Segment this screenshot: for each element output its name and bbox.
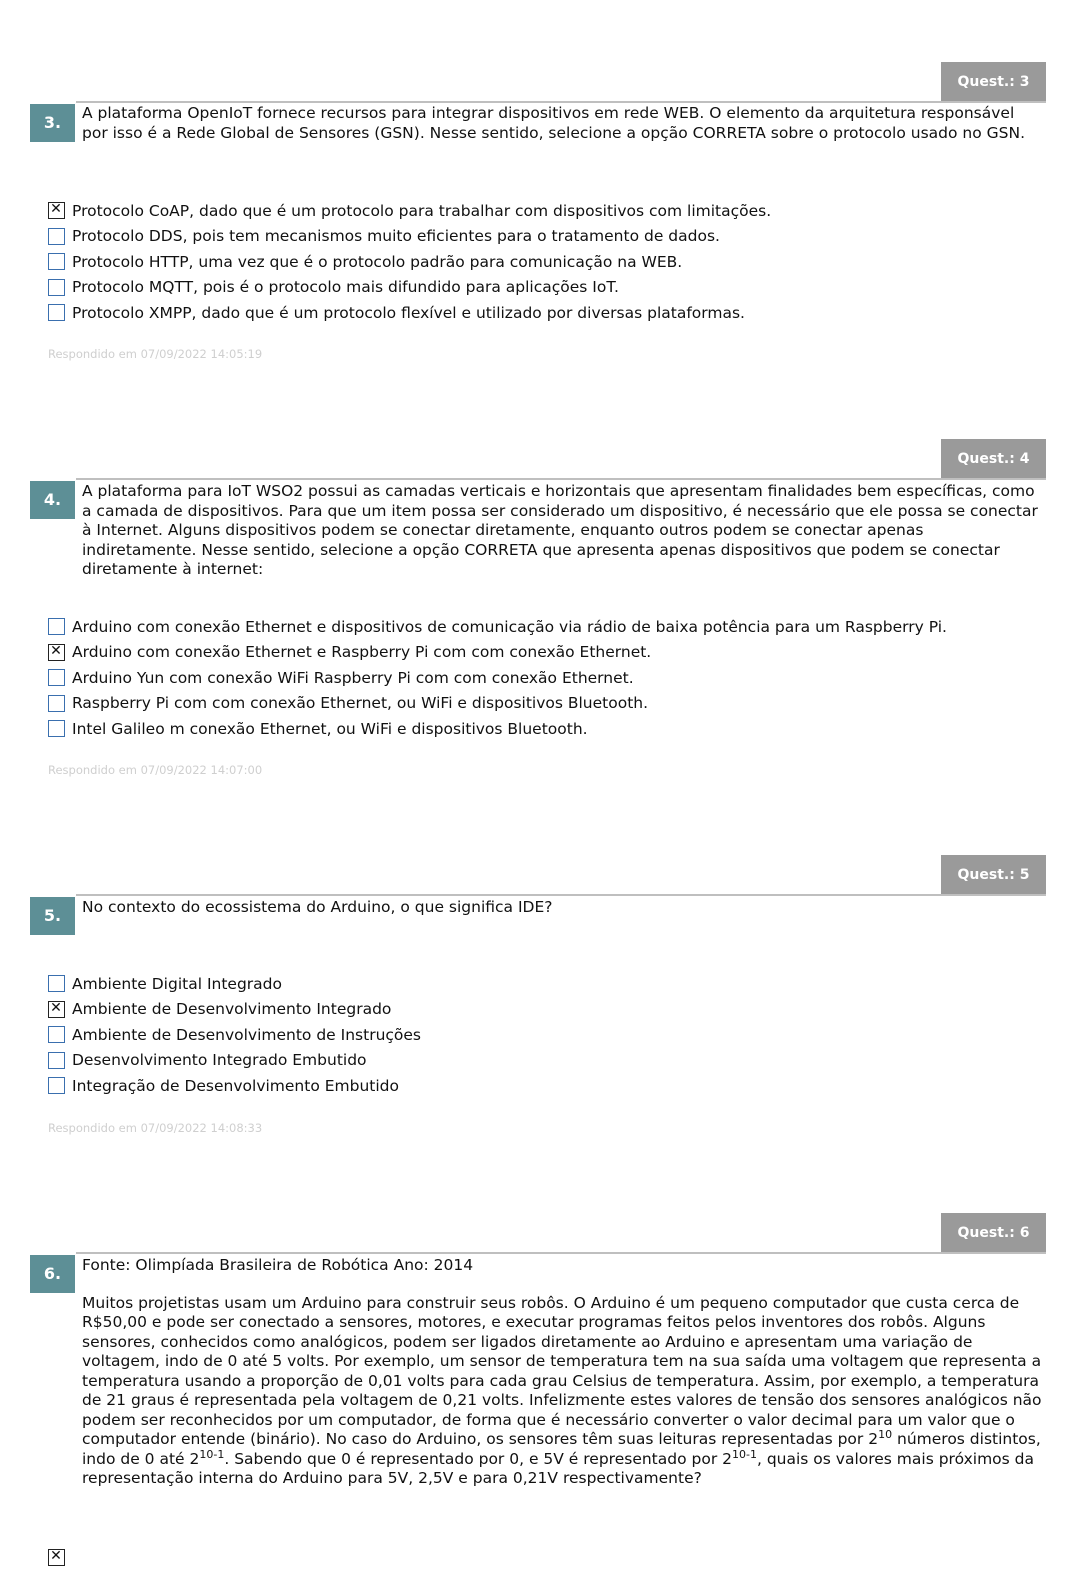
- option-label: Arduino com conexão Ethernet e dispositivos de comunicação via rádio de baixa potência para um Raspberry Pi.: [72, 617, 947, 636]
- option-label: Protocolo XMPP, dado que é um protocolo flexível e utilizado por diversas plataformas.: [72, 303, 745, 322]
- option[interactable]: [48, 198, 771, 224]
- question-number: 6.: [30, 1255, 75, 1293]
- divider: [76, 1252, 1046, 1254]
- checkbox[interactable]: [48, 202, 65, 219]
- power-base: 2: [722, 1449, 732, 1468]
- options-list: [48, 614, 947, 742]
- option[interactable]: [48, 1022, 421, 1048]
- checkbox[interactable]: [48, 253, 65, 270]
- option[interactable]: [48, 691, 947, 717]
- checkbox[interactable]: [48, 720, 65, 737]
- checkbox[interactable]: [48, 1026, 65, 1043]
- option-label: Arduino Yun com conexão WiFi Raspberry Pi com com conexão Ethernet.: [72, 668, 634, 687]
- options-list: [48, 1545, 72, 1571]
- question-text: [82, 1256, 1042, 1497]
- checkbox[interactable]: [48, 1549, 65, 1566]
- divider: [76, 101, 1046, 103]
- option-label: Intel Galileo m conexão Ethernet, ou WiFi e dispositivos Bluetooth.: [72, 719, 588, 738]
- option[interactable]: [48, 249, 771, 275]
- quest-tag: Quest.: 3: [941, 62, 1046, 102]
- option[interactable]: [48, 716, 947, 742]
- power-base: 2: [189, 1449, 200, 1468]
- option[interactable]: [48, 224, 771, 250]
- option-label: Ambiente Digital Integrado: [72, 974, 282, 993]
- body-part: . Sabendo que 0 é representado por 0, e 5V é representado por: [224, 1449, 723, 1468]
- question-number: 4.: [30, 481, 75, 519]
- exponent: 10-1: [199, 1447, 225, 1461]
- checkbox[interactable]: [48, 1077, 65, 1094]
- quest-tag: Quest.: 4: [941, 439, 1046, 479]
- question-number: 5.: [30, 897, 75, 935]
- exponent: 10: [878, 1427, 893, 1441]
- options-list: [48, 198, 771, 326]
- checkbox[interactable]: [48, 695, 65, 712]
- body-part: Muitos projetistas usam um Arduino para construir seus robôs. O Arduino é um pequeno computador que custa cerca de R$50,00 e pode ser conectado a sensores, motores, e executar programas feitos pelos inventores dos robôs. Alguns sensores, conhecidos como analógicos, podem ser ligados diretamente ao Arduino e apresentam uma variação de voltagem, indo de 0 até 5 volts. Por exemplo, um sensor de temperatura tem na sua saída uma voltagem que representa a temperatura usando a proporção de 0,01 volts para cada grau Celsius de temperatura. Assim, por exemplo, a temperatura de 21 graus é representada pela voltagem de 0,21 volts. Infelizmente estes valores de tensão dos sensores analógicos não podem ser reconhecidos por um computador, de forma que é necessário converter o valor decimal para um valor que o computador entende (binário). No caso do Arduino, os sensores têm suas leituras representadas por: [82, 1293, 1042, 1448]
- exponent: 10-1: [732, 1447, 757, 1461]
- divider: [76, 478, 1046, 480]
- option-label: Ambiente de Desenvolvimento de Instruções: [72, 1025, 422, 1044]
- option[interactable]: [48, 275, 771, 301]
- question-text: A plataforma OpenIoT fornece recursos para integrar dispositivos em rede WEB. O elemento da arquitetura responsável por isso é a Rede Global de Sensores (GSN). Nesse sentido, selecione a opção CORRETA sobre o protocolo usado no GSN.: [82, 104, 1025, 142]
- option[interactable]: [48, 665, 947, 691]
- options-list: [48, 971, 421, 1099]
- checkbox[interactable]: [48, 1052, 65, 1069]
- option-label: Protocolo CoAP, dado que é um protocolo para trabalhar com dispositivos com limitações.: [72, 201, 772, 220]
- checkbox[interactable]: [48, 644, 65, 661]
- checkbox[interactable]: [48, 669, 65, 686]
- answered-timestamp: Respondido em 07/09/2022 14:08:33: [48, 1121, 263, 1135]
- option[interactable]: [48, 300, 771, 326]
- checkbox[interactable]: [48, 975, 65, 992]
- checkbox[interactable]: [48, 304, 65, 321]
- question-body: [82, 1294, 1042, 1489]
- option-label: Protocolo HTTP, uma vez que é o protocolo padrão para comunicação na WEB.: [72, 252, 683, 271]
- option-label: Ambiente de Desenvolvimento Integrado: [72, 1000, 392, 1019]
- option-label: Desenvolvimento Integrado Embutido: [72, 1051, 367, 1070]
- question-number: 3.: [30, 104, 75, 142]
- answered-timestamp: Respondido em 07/09/2022 14:07:00: [48, 763, 263, 777]
- body-part: números distintos, indo de 0 até: [82, 1430, 1041, 1468]
- power-base: 2: [868, 1430, 879, 1448]
- option-label: Protocolo DDS, pois tem mecanismos muito eficientes para o tratamento de dados.: [72, 227, 720, 246]
- question-text: No contexto do ecossistema do Arduino, o que significa IDE?: [82, 898, 553, 916]
- option[interactable]: [48, 640, 947, 666]
- quest-tag: Quest.: 5: [941, 855, 1046, 895]
- option[interactable]: [48, 1048, 421, 1074]
- question-text: A plataforma para IoT WSO2 possui as camadas verticais e horizontais que apresentam finalidades bem específicas, como a camada de dispositivos. Para que um item possa ser considerado um dispositivo, é necessário que ele possa se conectar à Internet. Alguns dispositivos podem se conectar diretamente, enquanto outros podem se conectar apenas indiretamente. Nesse sentido, selecione a opção CORRETA que apresenta apenas dispositivos que podem se conectar diretamente à internet:: [82, 482, 1038, 578]
- checkbox[interactable]: [48, 279, 65, 296]
- divider: [76, 894, 1046, 896]
- question-source: Fonte: Olimpíada Brasileira de Robótica Ano: 2014: [82, 1256, 474, 1274]
- option[interactable]: [48, 997, 421, 1023]
- option[interactable]: [48, 971, 421, 997]
- answered-timestamp: Respondido em 07/09/2022 14:05:19: [48, 347, 263, 361]
- option-label: Protocolo MQTT, pois é o protocolo mais difundido para aplicações IoT.: [72, 278, 619, 297]
- body-part: , quais os valores mais próximos da representação interna do Arduino para 5V, 2,5V e para 0,21V respectivamente?: [82, 1449, 1034, 1487]
- option[interactable]: [48, 1545, 72, 1571]
- checkbox[interactable]: [48, 228, 65, 245]
- option-label: Arduino com conexão Ethernet e Raspberry Pi com com conexão Ethernet.: [72, 643, 652, 662]
- option[interactable]: [48, 1073, 421, 1099]
- quest-tag: Quest.: 6: [941, 1213, 1046, 1253]
- option-label: Integração de Desenvolvimento Embutido: [72, 1076, 400, 1095]
- option[interactable]: [48, 614, 947, 640]
- option-label: Raspberry Pi com com conexão Ethernet, ou WiFi e dispositivos Bluetooth.: [72, 694, 649, 713]
- checkbox[interactable]: [48, 618, 65, 635]
- checkbox[interactable]: [48, 1001, 65, 1018]
